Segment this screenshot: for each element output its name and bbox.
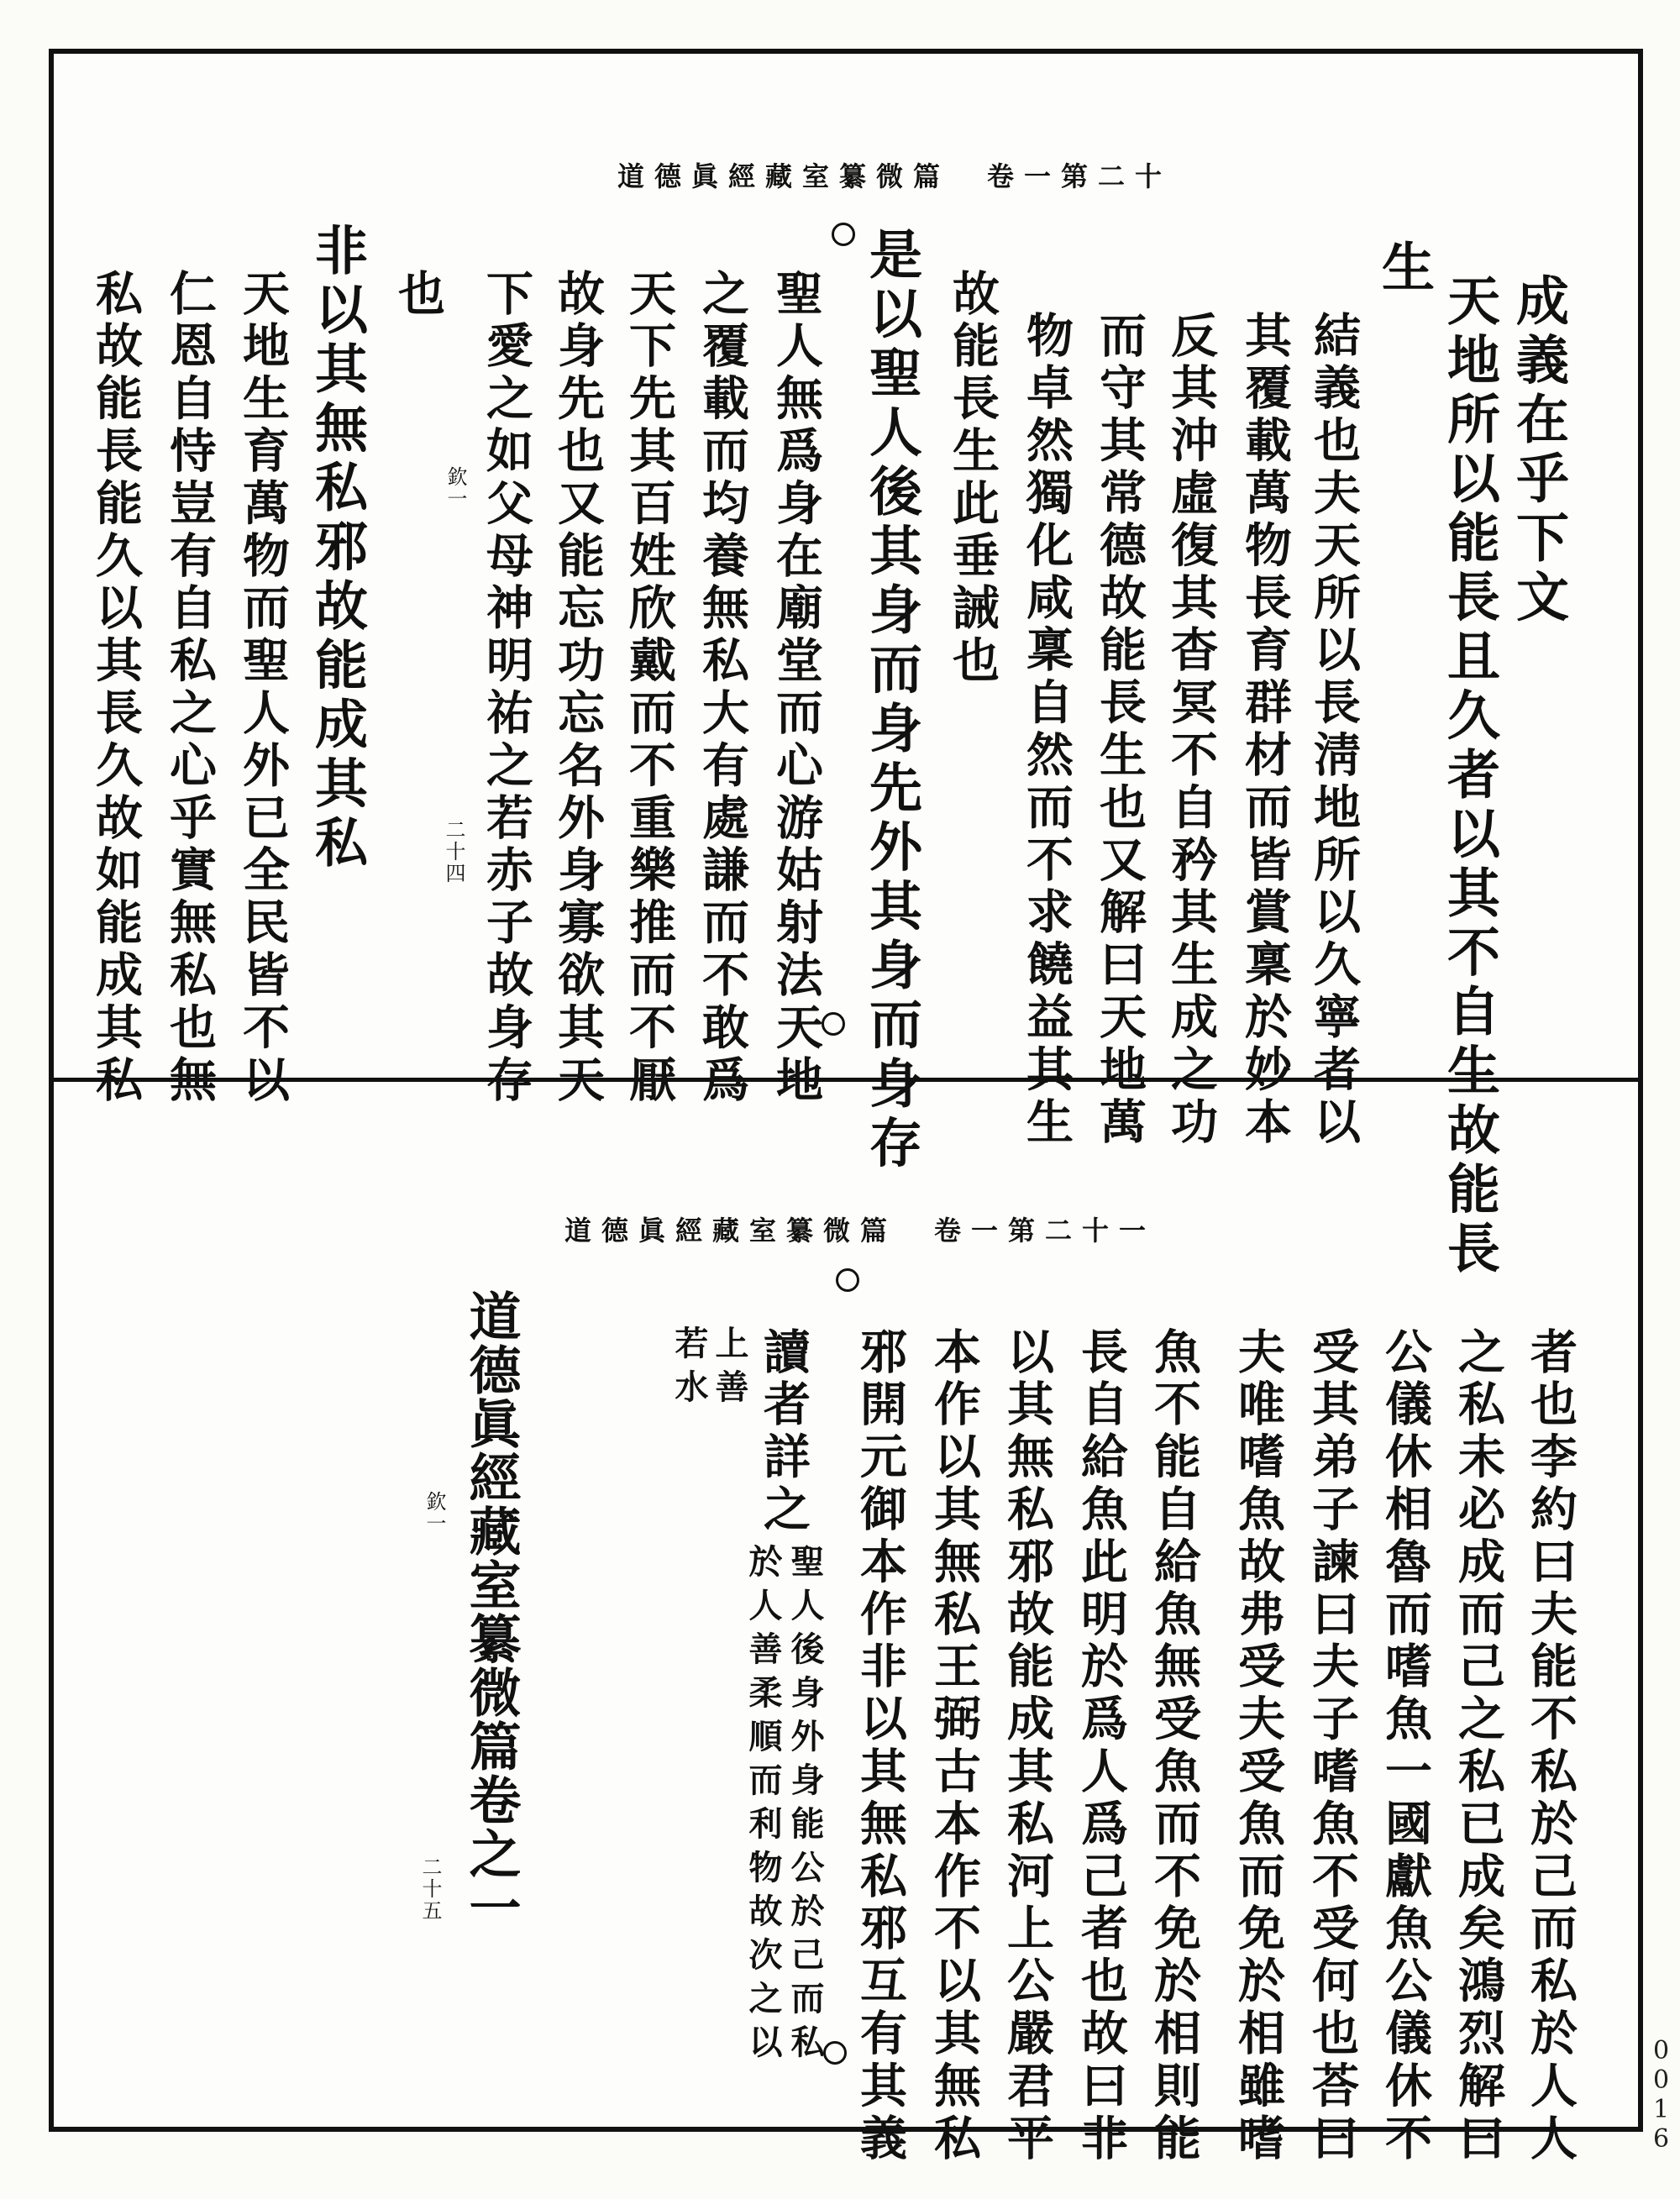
upper-col-17: 非以其無私邪故能成其私 [307,223,369,874]
lower-col-8: 以其無私邪故能成其私河上公嚴君平 [1000,1327,1055,2166]
upper-col-5: 其覆載萬物長育群材而皆賞稟於妙本 [1237,311,1293,1150]
upper-circle-2 [822,1012,845,1036]
lower-col-10: 邪開元御本作非以其無私邪互有其義 [853,1327,908,2166]
lower-header: 道德眞經藏室纂微篇 卷一第二十一 [564,1215,1157,1246]
upper-col-16: 也 [391,269,446,322]
upper-margin-note-1: 欽一 [444,466,467,510]
lower-title: 道德眞經藏室纂微篇卷之一 [460,1289,522,1934]
lower-note-a: 聖人後身外身能公於己而私 [785,1544,825,2068]
upper-col-14: 故身先也又能忘功忘名外身寡欲其天 [550,269,606,1108]
upper-col-20: 私故能長能久以其長久故如能成其私 [88,269,144,1108]
lower-circle-2 [823,2041,847,2065]
lower-col-1: 者也李約曰夫能不私於己而私於人人 [1523,1327,1578,2166]
upper-col-13: 天下先其百姓欣戴而不重樂推而不厭 [622,269,677,1108]
lower-col-3: 公儀休相魯而嗜魚一國獻魚公儀休不 [1378,1327,1433,2166]
upper-col-9: 故能長生此垂誡也 [945,269,1000,689]
upper-col-15: 下愛之如父母神明祐之若赤子故身存 [479,269,534,1108]
lower-circle-1 [836,1268,859,1292]
lower-note-b: 於人善柔順而利物故次之以 [743,1544,783,2068]
lower-col-5: 夫唯嗜魚故弗受夫受魚而免於相雖嗜 [1231,1327,1286,2166]
upper-col-12: 之覆載而均養無私大有處謙而不敢爲 [695,269,750,1108]
upper-header: 道德眞經藏室纂微篇 卷一第二十 [617,160,1173,192]
upper-col-3: 生 [1373,239,1436,299]
lower-margin-note-2: 二十五 [418,1856,442,1922]
lower-note-c1: 上善 [710,1325,749,1413]
lower-col-11: 讀者詳之 [756,1327,811,1537]
upper-circle-1 [832,223,855,246]
upper-col-4: 結義也夫天所以長淸地所以久寧者以 [1306,311,1362,1150]
upper-col-8: 物卓然獨化咸稟自然而不求饒益其生 [1019,311,1074,1150]
upper-col-1: 成義在乎下文 [1508,273,1570,628]
lower-note-c2: 若水 [669,1325,709,1413]
side-page-number: 0016 [1646,2036,1676,2154]
upper-col-7: 而守其常德故能長生也又解曰天地萬 [1092,311,1147,1150]
upper-col-2: 天地所以能長且久者以其不自生故能長 [1439,273,1501,1280]
lower-col-9: 本作以其無私王弼古本作不以其無私 [927,1327,982,2166]
lower-col-6: 魚不能自給魚無受魚而不免於相則能 [1147,1327,1202,2166]
lower-col-2: 之私未必成而己之私已成矣鴻烈解曰 [1451,1327,1506,2166]
lower-col-7: 長自給魚此明於爲人爲己者也故曰非 [1074,1327,1129,2166]
upper-col-11: 聖人無爲身在廟堂而心游姑射法天地 [769,269,824,1108]
lower-col-4: 受其弟子諫曰夫子嗜魚不受何也荅曰 [1305,1327,1360,2166]
upper-col-10: 是以聖人後其身而身先外其身而身存 [861,227,923,1174]
lower-margin-note-1: 欽一 [423,1491,446,1535]
upper-col-6: 反其沖虛復其杳冥不自矜其生成之功 [1163,311,1219,1150]
upper-margin-note-2: 二十四 [442,819,465,884]
upper-col-19: 仁恩自恃豈有自私之心乎實無私也無 [162,269,218,1108]
upper-col-18: 天地生育萬物而聖人外已全民皆不以 [235,269,291,1108]
